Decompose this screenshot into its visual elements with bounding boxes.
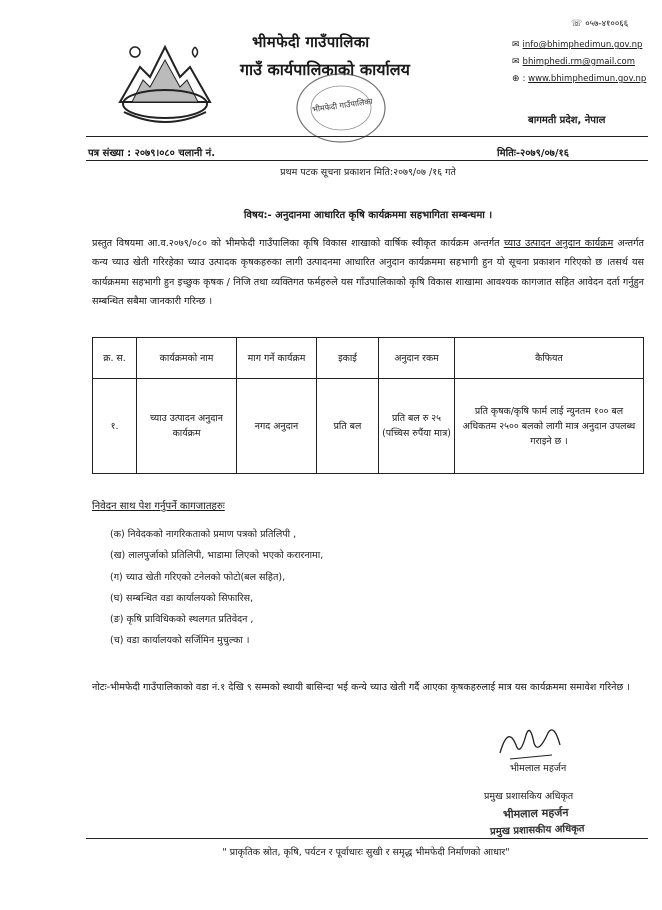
cell-serial: १. — [93, 379, 137, 474]
cell-remarks: प्रति कृषक/कृषि फार्म लाई न्युनतम १०० बल अधिकतम २५०० बलको लागी मात्र अनुदान उपलब्ध गराइने छ । — [455, 379, 644, 474]
stamp-name: भीमलाल महर्जन — [502, 805, 569, 822]
cell-amount: प्रति बल रु २५ (पच्चिस रुपैंया मात्र) — [379, 379, 455, 474]
website-line: ⊕ : www.bhimphedimun.gov.np — [512, 74, 647, 84]
web-icon: ⊕ — [512, 74, 520, 84]
header-rule — [86, 136, 648, 137]
col-header-program: कार्यक्रमको नाम — [137, 338, 237, 379]
org-name: भीमफेदी गाउँपालिका — [252, 33, 370, 51]
subject-line: विषय:- अनुदानमा आधारित कृषि कार्यक्रममा सहभागिता सम्बन्धमा । — [243, 210, 493, 221]
list-item: (क) निवेदकको नागरिकताको प्रमाण पत्रको प्रतिलिपी , — [110, 529, 297, 540]
table-header-row — [93, 338, 644, 379]
program-name-underlined: च्याउ उत्पादन अनुदान कार्यक्रम — [503, 238, 614, 249]
list-item: (घ) सम्बन्धित वडा कार्यालयको सिफारिस, — [110, 593, 254, 604]
cell-demand: नगद अनुदान — [237, 379, 317, 474]
signer-name: भीमलाल महर्जन — [510, 763, 567, 774]
letter-date: मितिः-२०७९/०७/१६ — [497, 148, 569, 159]
email-icon: ✉ — [512, 40, 520, 50]
col-header-remarks: कैफियत — [455, 338, 644, 379]
stamp-title: प्रमुख प्रशासकीय अधिकृत — [489, 823, 585, 838]
website-link[interactable]: www.bhimphedimun.gov.np — [528, 74, 647, 84]
phone-icon: ☏ — [571, 19, 583, 29]
notice-title: प्रथम पटक सूचना प्रकाशन मिति:२०७९/०७ /१६ गते — [280, 167, 456, 178]
handwritten-signature — [490, 715, 570, 765]
list-item: (ख) लालपुर्जाको प्रतिलिपी, भाडामा लिएको भएको करारनामा, — [110, 550, 324, 561]
email-icon: ✉ — [512, 57, 520, 67]
phone-line — [571, 18, 628, 29]
phone-number: ०५७-४१००६६ — [585, 19, 629, 29]
col-header-amount: अनुदान रकम — [379, 338, 455, 379]
program-table — [92, 337, 644, 474]
cell-unit: प्रति बल — [317, 379, 379, 474]
col-header-serial: क्र. स. — [93, 338, 137, 379]
email-link-2[interactable]: bhimphedi.rm@gmail.com — [522, 57, 636, 67]
footer-rule — [86, 838, 648, 839]
reference-number: पत्र संख्या : २०७९।०८० चलानी नं. — [88, 148, 216, 159]
footer-motto: " प्राकृतिक स्रोत, कृषि, पर्यटन र पूर्वाधारः सुखी र समृद्ध भीमफेदी निर्माणको आधार" — [222, 847, 510, 858]
body-paragraph — [92, 234, 644, 312]
email-line-2 — [512, 57, 635, 67]
meta-rule — [86, 160, 648, 161]
table-row — [93, 379, 644, 474]
seal-text: भीमफेदी गाउँपालिका — [311, 96, 374, 115]
list-item: (ग) च्याउ खेती गरिएको टनेलको फोटो(बल सहित), — [110, 572, 286, 583]
col-header-unit: इकाई — [317, 338, 379, 379]
col-header-demand: माग गर्ने कार्यक्रम — [237, 338, 317, 379]
province-address: बागमती प्रदेश, नेपाल — [528, 115, 606, 126]
documents-heading: निवेदन साथ पेश गर्नुपर्ने कागजातहरुः — [92, 501, 225, 512]
office-name: गाउँ कार्यपालिकाको कार्यालय — [240, 60, 410, 79]
government-emblem — [110, 32, 220, 132]
cell-program: च्याउ उत्पादन अनुदान कार्यक्रम — [137, 379, 237, 474]
email-line-1 — [512, 40, 642, 50]
email-link-1[interactable]: info@bhimphedimun.gov.np — [522, 40, 643, 50]
body-text-1: प्रस्तुत विषयमा आ.व.२०७९/०८० को भीमफेदी गाउँपालिका कृषि विकास शाखाको वार्षिक स्वीकृत कार्यक्रम अन्तर्गत — [92, 238, 504, 249]
signer-title: प्रमुख प्रशासकिय अधिकृत — [484, 791, 574, 802]
list-item: (च) वडा कार्यालयको सर्जिमिन मुचुल्का । — [110, 635, 250, 646]
list-item: (ङ) कृषि प्राविधिकको स्थलगत प्रतिवेदन , — [110, 614, 254, 625]
note-paragraph: नोटः-भीमफेदी गाउँपालिकाको वडा नं.१ देखि ९ सम्मको स्थायी बासिन्दा भई कन्ये च्याउ खेती गर्दै आएका कृषकहरुलाई मात्र यस कार्यक्रममा समावेश गरिनेछ । — [92, 682, 630, 693]
body-text-2: अन्तर्गत कन्य च्याउ खेती गरिरहेका च्याउ उत्पादक कृषकहरुका लागी उत्पादनमा आधारित अनुदान कार्यक्रममा सहभागी हुन यो सूचना प्रकाशन गरिएको छ ।तसर्थ यस कार्यक्रममा सहभागी हुन इच्छुक कृषक / निजि तथा व्यक्तिगत फर्महरुले यस गाँउपालिकाको कृषि विकास शाखामा आवश्यक कागजात सहित आवेदन दर्ता गर्नुहुन सम्बन्धित सबैमा जानकारी गरिन्छ । — [92, 238, 645, 308]
